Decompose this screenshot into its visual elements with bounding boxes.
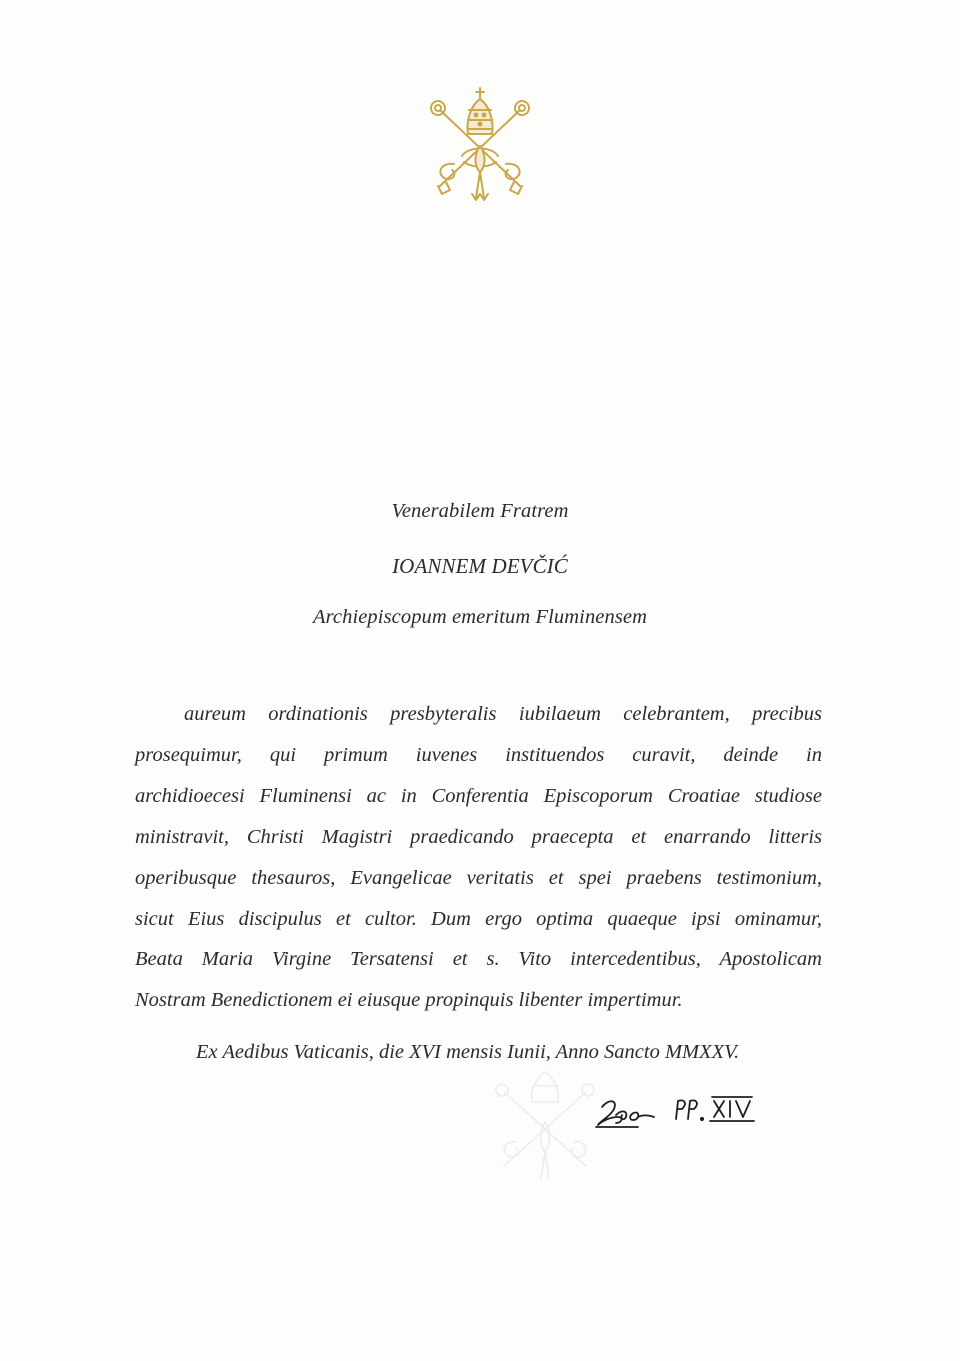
papal-coat-of-arms-icon — [424, 86, 536, 202]
letter-body — [135, 694, 822, 1021]
salutation-line: Venerabilem Fratrem — [391, 500, 569, 522]
body-line: sicut Eius discipulus et cultor. Dum ergo optima quaeque ipsi ominamur, — [135, 907, 822, 930]
body-line: ministravit, Christi Magistri praedicando praecepta et enarrando litteris — [135, 825, 822, 848]
body-line: archidioecesi Fluminensi ac in Conferentia Episcoporum Croatiae studiose — [135, 784, 822, 807]
body-line: prosequimur, qui primum iuvenes instituendos curavit, deinde in — [135, 743, 822, 766]
body-line: operibusque thesauros, Evangelicae veritatis et spei praebens testimonium, — [135, 866, 822, 889]
body-line: Beata Maria Virgine Tersatensi et s. Vito intercedentibus, Apostolicam — [135, 948, 822, 971]
embossed-seal-icon — [486, 1062, 604, 1182]
body-line: Nostram Benedictionem ei eiusque propinquis libenter impertimur. — [135, 989, 683, 1012]
signature-text — [592, 1095, 597, 1096]
papal-signature — [592, 1087, 772, 1137]
dateline: Ex Aedibus Vaticanis, die XVI mensis Iunii, Anno Sancto MMXXV. — [196, 1041, 740, 1063]
recipient-title: Archiepiscopum emeritum Fluminensem — [312, 606, 648, 628]
body-line: aureum ordinationis presbyteralis iubilaeum celebrantem, precibus — [184, 703, 822, 725]
recipient-name: IOANNEM DEVČIĆ — [392, 554, 568, 578]
